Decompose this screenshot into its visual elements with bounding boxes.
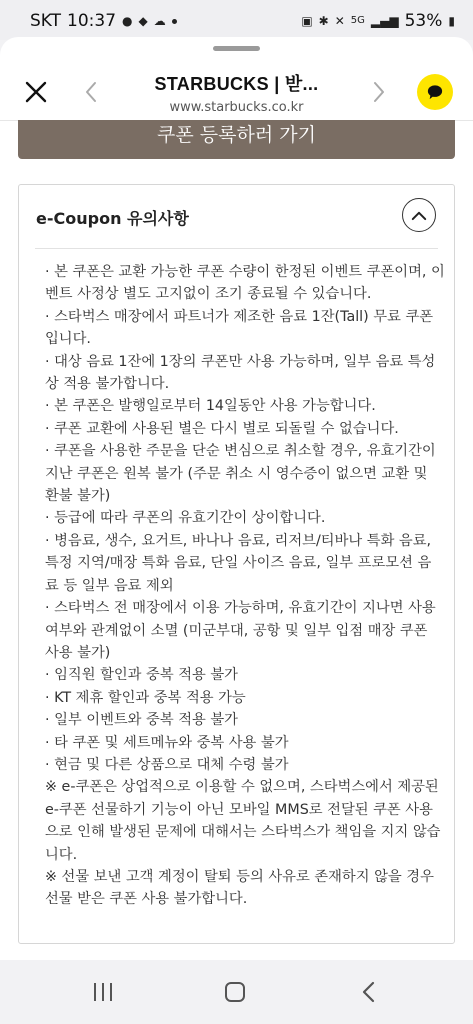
notice-list <box>45 261 445 911</box>
carrier-label: SKT <box>30 11 62 31</box>
list-item: · 본 쿠폰은 교환 가능한 쿠폰 수량이 한정된 이벤트 쿠폰이며, 이벤트 사정상 별도 고지없이 조기 종료될 수 있습니다. <box>45 264 445 303</box>
list-item: · 임직원 할인과 중복 적용 불가 <box>45 667 238 684</box>
close-icon <box>23 79 49 105</box>
card-divider <box>35 248 438 249</box>
list-item: · 본 쿠폰은 발행일로부터 14일동안 사용 가능합니다. <box>45 398 376 415</box>
recent-apps-icon <box>91 981 115 1003</box>
cloud-notification-icon: ☁ <box>153 14 166 28</box>
time-label: 10:37 <box>67 11 117 31</box>
recent-apps-button[interactable] <box>91 981 115 1003</box>
system-back-button[interactable] <box>360 980 378 1004</box>
kakao-talk-icon <box>426 84 444 100</box>
battery-label: 53% <box>404 11 443 31</box>
home-button[interactable] <box>225 982 245 1002</box>
card-title: e-Coupon 유의사항 <box>36 209 189 228</box>
list-item: · 스타벅스 매장에서 파트너가 제조한 음료 1잔(Tall) 무료 쿠폰입니다. <box>45 308 434 348</box>
list-item: ※ 선물 보낸 고객 계정이 탈퇴 등의 사유로 존재하지 않을 경우 선물 받은 쿠폰 사용 불가합니다. <box>45 868 434 908</box>
list-item: · 대상 음료 1잔에 1장의 쿠폰만 사용 가능하며, 일부 음료 특성상 적용 불가합니다. <box>45 353 436 393</box>
list-item: · 스타벅스 전 매장에서 이용 가능하며, 유효기간이 지나면 사용 여부와 관계없이 소멸 (미군부대, 공항 및 일부 입점 매장 쿠폰 사용 불가) <box>45 600 436 661</box>
system-navigation-bar <box>0 960 473 1024</box>
bluetooth-icon: ✱ <box>318 14 329 28</box>
chevron-right-icon <box>368 77 390 107</box>
list-item: · 병음료, 생수, 요거트, 바나나 음료, 리저브/티바나 특화 음료, 특정 지역/매장 특화 음료, 단일 사이즈 음료, 일부 프로모션 음료 등 일부 음료 제외 <box>45 532 432 594</box>
more-notifications-icon <box>172 19 177 24</box>
page-title-area <box>120 70 353 115</box>
list-item: · 쿠폰 교환에 사용된 별은 다시 별로 되돌릴 수 없습니다. <box>45 420 399 437</box>
coupon-notice-card <box>18 184 455 944</box>
list-item: · 일부 이벤트와 중복 적용 불가 <box>45 712 238 729</box>
back-icon <box>360 980 378 1004</box>
register-coupon-label: 쿠폰 등록하러 가기 <box>157 124 316 146</box>
chevron-left-icon <box>80 77 102 107</box>
browser-toolbar <box>0 51 473 119</box>
back-button[interactable] <box>80 77 102 107</box>
signal-icon: ▂▄▆ <box>370 14 399 28</box>
status-right <box>301 11 455 31</box>
forward-button[interactable] <box>368 77 390 107</box>
list-item: · KT 제휴 할인과 중복 적용 가능 <box>45 689 246 706</box>
list-item: · 등급에 따라 쿠폰의 유효기간이 상이합니다. <box>45 510 326 527</box>
pill-notification-icon: ◆ <box>138 14 148 28</box>
page-title: STARBUCKS | 받... <box>154 74 319 94</box>
mute-icon: ✕ <box>334 14 345 28</box>
talk-notification-icon: ● <box>122 14 133 28</box>
register-coupon-button[interactable] <box>18 120 455 159</box>
kakao-share-button[interactable] <box>417 74 453 110</box>
status-left <box>30 11 177 31</box>
in-app-browser-sheet <box>0 37 473 960</box>
network-label: 5G <box>350 15 365 26</box>
page-url: www.starbucks.co.kr <box>169 100 304 115</box>
chevron-up-icon <box>411 210 427 221</box>
list-item: ※ e-쿠폰은 상업적으로 이용할 수 없으며, 스타벅스에서 제공된 e-쿠폰 선물하기 기능이 아닌 모바일 MMS로 전달된 쿠폰 사용으로 인해 발생된 문제에 대해서는 스타벅스가 책임을 지지 않습니다. <box>45 779 441 863</box>
list-item: · 쿠폰을 사용한 주문을 단순 변심으로 취소할 경우, 유효기간이 지난 쿠폰은 원복 불가 (주문 취소 시 영수증이 없으면 교환 및 환불 불가) <box>45 443 436 505</box>
status-bar <box>0 0 473 40</box>
lock-icon: ▣ <box>301 14 313 28</box>
battery-icon: ▮ <box>448 14 455 28</box>
list-item: · 타 쿠폰 및 세트메뉴와 중복 사용 불가 <box>45 734 289 751</box>
list-item: · 현금 및 다른 상품으로 대체 수령 불가 <box>45 756 289 773</box>
collapse-button[interactable] <box>402 198 436 232</box>
close-button[interactable] <box>23 79 49 105</box>
